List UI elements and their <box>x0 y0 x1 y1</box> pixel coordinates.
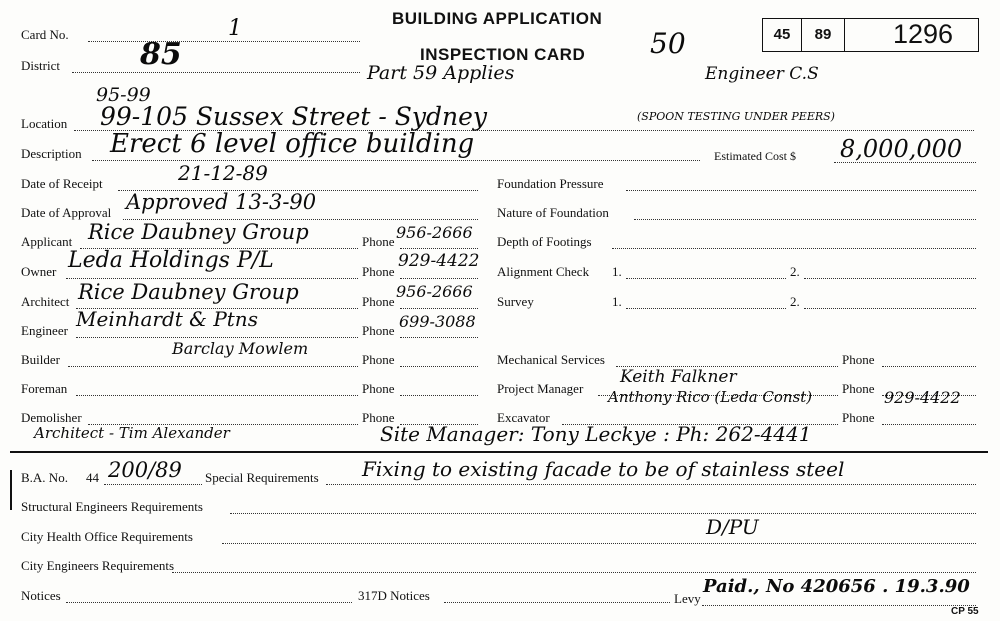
line-mechanical-phone <box>882 366 976 367</box>
label-excavator: Excavator <box>497 410 550 425</box>
line-owner <box>66 278 358 279</box>
line-ba-no <box>104 484 202 485</box>
label-excavator-phone: Phone <box>842 410 875 425</box>
label-foreman: Foreman <box>21 381 68 396</box>
label-depth-of-footings: Depth of Footings <box>497 234 592 249</box>
line-owner-phone <box>400 278 478 279</box>
hw-engineer-phone: 699-3088 <box>399 312 476 331</box>
line-levy <box>702 605 976 606</box>
hw-location: 99-105 Sussex Street - Sydney <box>100 102 488 131</box>
line-foreman-phone <box>400 395 478 396</box>
form-code: CP 55 <box>951 606 979 617</box>
line-survey-1 <box>626 308 786 309</box>
line-depth-of-footings <box>612 248 976 249</box>
hw-special-requirements: Fixing to existing facade to be of stainless steel <box>362 457 845 481</box>
hw-engineer-cs: Engineer C.S <box>705 64 819 84</box>
hw-levy: Paid., No 420656 . 19.3.90 <box>703 576 970 597</box>
hw-architect-phone: 956-2666 <box>396 282 473 301</box>
label-location: Location <box>21 116 68 131</box>
hw-applicant: Rice Daubney Group <box>88 220 309 244</box>
label-special-requirements: Special Requirements <box>205 470 319 485</box>
label-demolisher: Demolisher <box>21 410 82 425</box>
line-city-engineers <box>172 572 976 573</box>
label-foreman-phone: Phone <box>362 381 395 396</box>
card-number: 1296 <box>893 19 954 49</box>
hw-date-of-receipt: 21-12-89 <box>178 161 268 185</box>
label-alignment-check: Alignment Check <box>497 264 590 279</box>
line-city-health-office <box>222 543 976 544</box>
line-alignment-1 <box>626 278 786 279</box>
section-divider <box>10 451 988 453</box>
label-317d-notices: 317D Notices <box>358 588 430 603</box>
label-structural-engineers: Structural Engineers Requirements <box>21 499 203 514</box>
title-inspection-card: INSPECTION CARD <box>420 45 586 64</box>
label-alignment-1: 1. <box>612 264 622 279</box>
box-a: 45 <box>762 18 802 52</box>
hw-top-number: 50 <box>650 27 686 60</box>
line-architect-phone <box>400 308 478 309</box>
hw-architect: Rice Daubney Group <box>78 280 299 304</box>
label-builder-phone: Phone <box>362 352 395 367</box>
hw-card-no: 1 <box>228 16 242 41</box>
label-mechanical-phone: Phone <box>842 352 875 367</box>
label-applicant-phone: Phone <box>362 234 395 249</box>
label-mechanical-services: Mechanical Services <box>497 352 605 367</box>
line-applicant-phone <box>400 248 478 249</box>
hw-date-of-approval: Approved 13-3-90 <box>126 190 317 214</box>
hw-site-manager: Site Manager: Tony Leckye : Ph: 262-4441 <box>380 422 812 446</box>
label-estimated-cost: Estimated Cost $ <box>714 149 796 163</box>
line-builder <box>68 366 358 367</box>
line-engineer <box>76 337 358 338</box>
label-survey-1: 1. <box>612 294 622 309</box>
hw-owner: Leda Holdings P/L <box>68 248 274 273</box>
label-owner-phone: Phone <box>362 264 395 279</box>
hw-project-manager: Keith Falkner <box>620 367 737 387</box>
label-levy: Levy <box>674 591 701 606</box>
hw-architect-note: Architect - Tim Alexander <box>34 424 230 442</box>
label-applicant: Applicant <box>21 234 73 249</box>
label-alignment-2: 2. <box>790 264 800 279</box>
label-date-of-receipt: Date of Receipt <box>21 176 103 191</box>
label-card-no: Card No. <box>21 27 69 42</box>
label-description: Description <box>21 146 82 161</box>
hw-project-manager-phone: 929-4422 <box>884 388 961 407</box>
label-owner: Owner <box>21 264 57 279</box>
margin-mark <box>10 470 12 510</box>
hw-builder: Barclay Mowlem <box>172 339 309 358</box>
hw-location-sub: 95-99 <box>96 84 151 106</box>
line-excavator-phone <box>882 424 976 425</box>
line-engineer-phone <box>400 337 478 338</box>
line-nature-of-foundation <box>634 219 976 220</box>
hw-project-manager-2: Anthony Rico (Leda Const) <box>608 388 813 406</box>
ba-no-prefix: 44 <box>86 470 99 485</box>
label-builder: Builder <box>21 352 60 367</box>
hw-part-59: Part 59 Applies <box>367 62 515 84</box>
hw-district: 85 <box>140 37 182 72</box>
label-engineer-phone: Phone <box>362 323 395 338</box>
label-city-engineers: City Engineers Requirements <box>21 558 175 573</box>
line-card-no <box>88 41 360 42</box>
hw-ba-no: 200/89 <box>108 458 182 482</box>
hw-description: Erect 6 level office building <box>110 129 475 159</box>
line-foreman <box>76 395 358 396</box>
label-foundation-pressure: Foundation Pressure <box>497 176 604 191</box>
title-building-application: BUILDING APPLICATION <box>392 9 603 28</box>
label-project-manager-phone: Phone <box>842 381 875 396</box>
label-architect-phone: Phone <box>362 294 395 309</box>
label-city-health-office: City Health Office Requirements <box>21 529 193 544</box>
line-notices <box>66 602 352 603</box>
line-structural-engineers <box>230 513 976 514</box>
label-engineer: Engineer <box>21 323 68 338</box>
label-district: District <box>21 58 60 73</box>
hw-health-office: D/PU <box>706 515 759 539</box>
label-nature-of-foundation: Nature of Foundation <box>497 205 609 220</box>
line-317d-notices <box>444 602 670 603</box>
label-demolisher-phone: Phone <box>362 410 395 425</box>
line-special-requirements <box>326 484 976 485</box>
label-ba-no: B.A. No. <box>21 470 68 485</box>
line-survey-2 <box>804 308 976 309</box>
label-date-of-approval: Date of Approval <box>21 205 112 220</box>
line-alignment-2 <box>804 278 976 279</box>
hw-location-note: (SPOON TESTING UNDER PEERS) <box>637 110 835 123</box>
hw-owner-phone: 929-4422 <box>398 251 480 271</box>
label-notices: Notices <box>21 588 61 603</box>
line-foundation-pressure <box>626 190 976 191</box>
hw-applicant-phone: 956-2666 <box>396 223 473 242</box>
label-architect: Architect <box>21 294 70 309</box>
label-survey: Survey <box>497 294 534 309</box>
hw-engineer: Meinhardt & Ptns <box>76 307 258 331</box>
label-survey-2: 2. <box>790 294 800 309</box>
label-project-manager: Project Manager <box>497 381 584 396</box>
hw-estimated-cost: 8,000,000 <box>840 135 963 163</box>
line-builder-phone <box>400 366 478 367</box>
box-b: 89 <box>801 18 845 52</box>
line-district <box>72 72 360 73</box>
